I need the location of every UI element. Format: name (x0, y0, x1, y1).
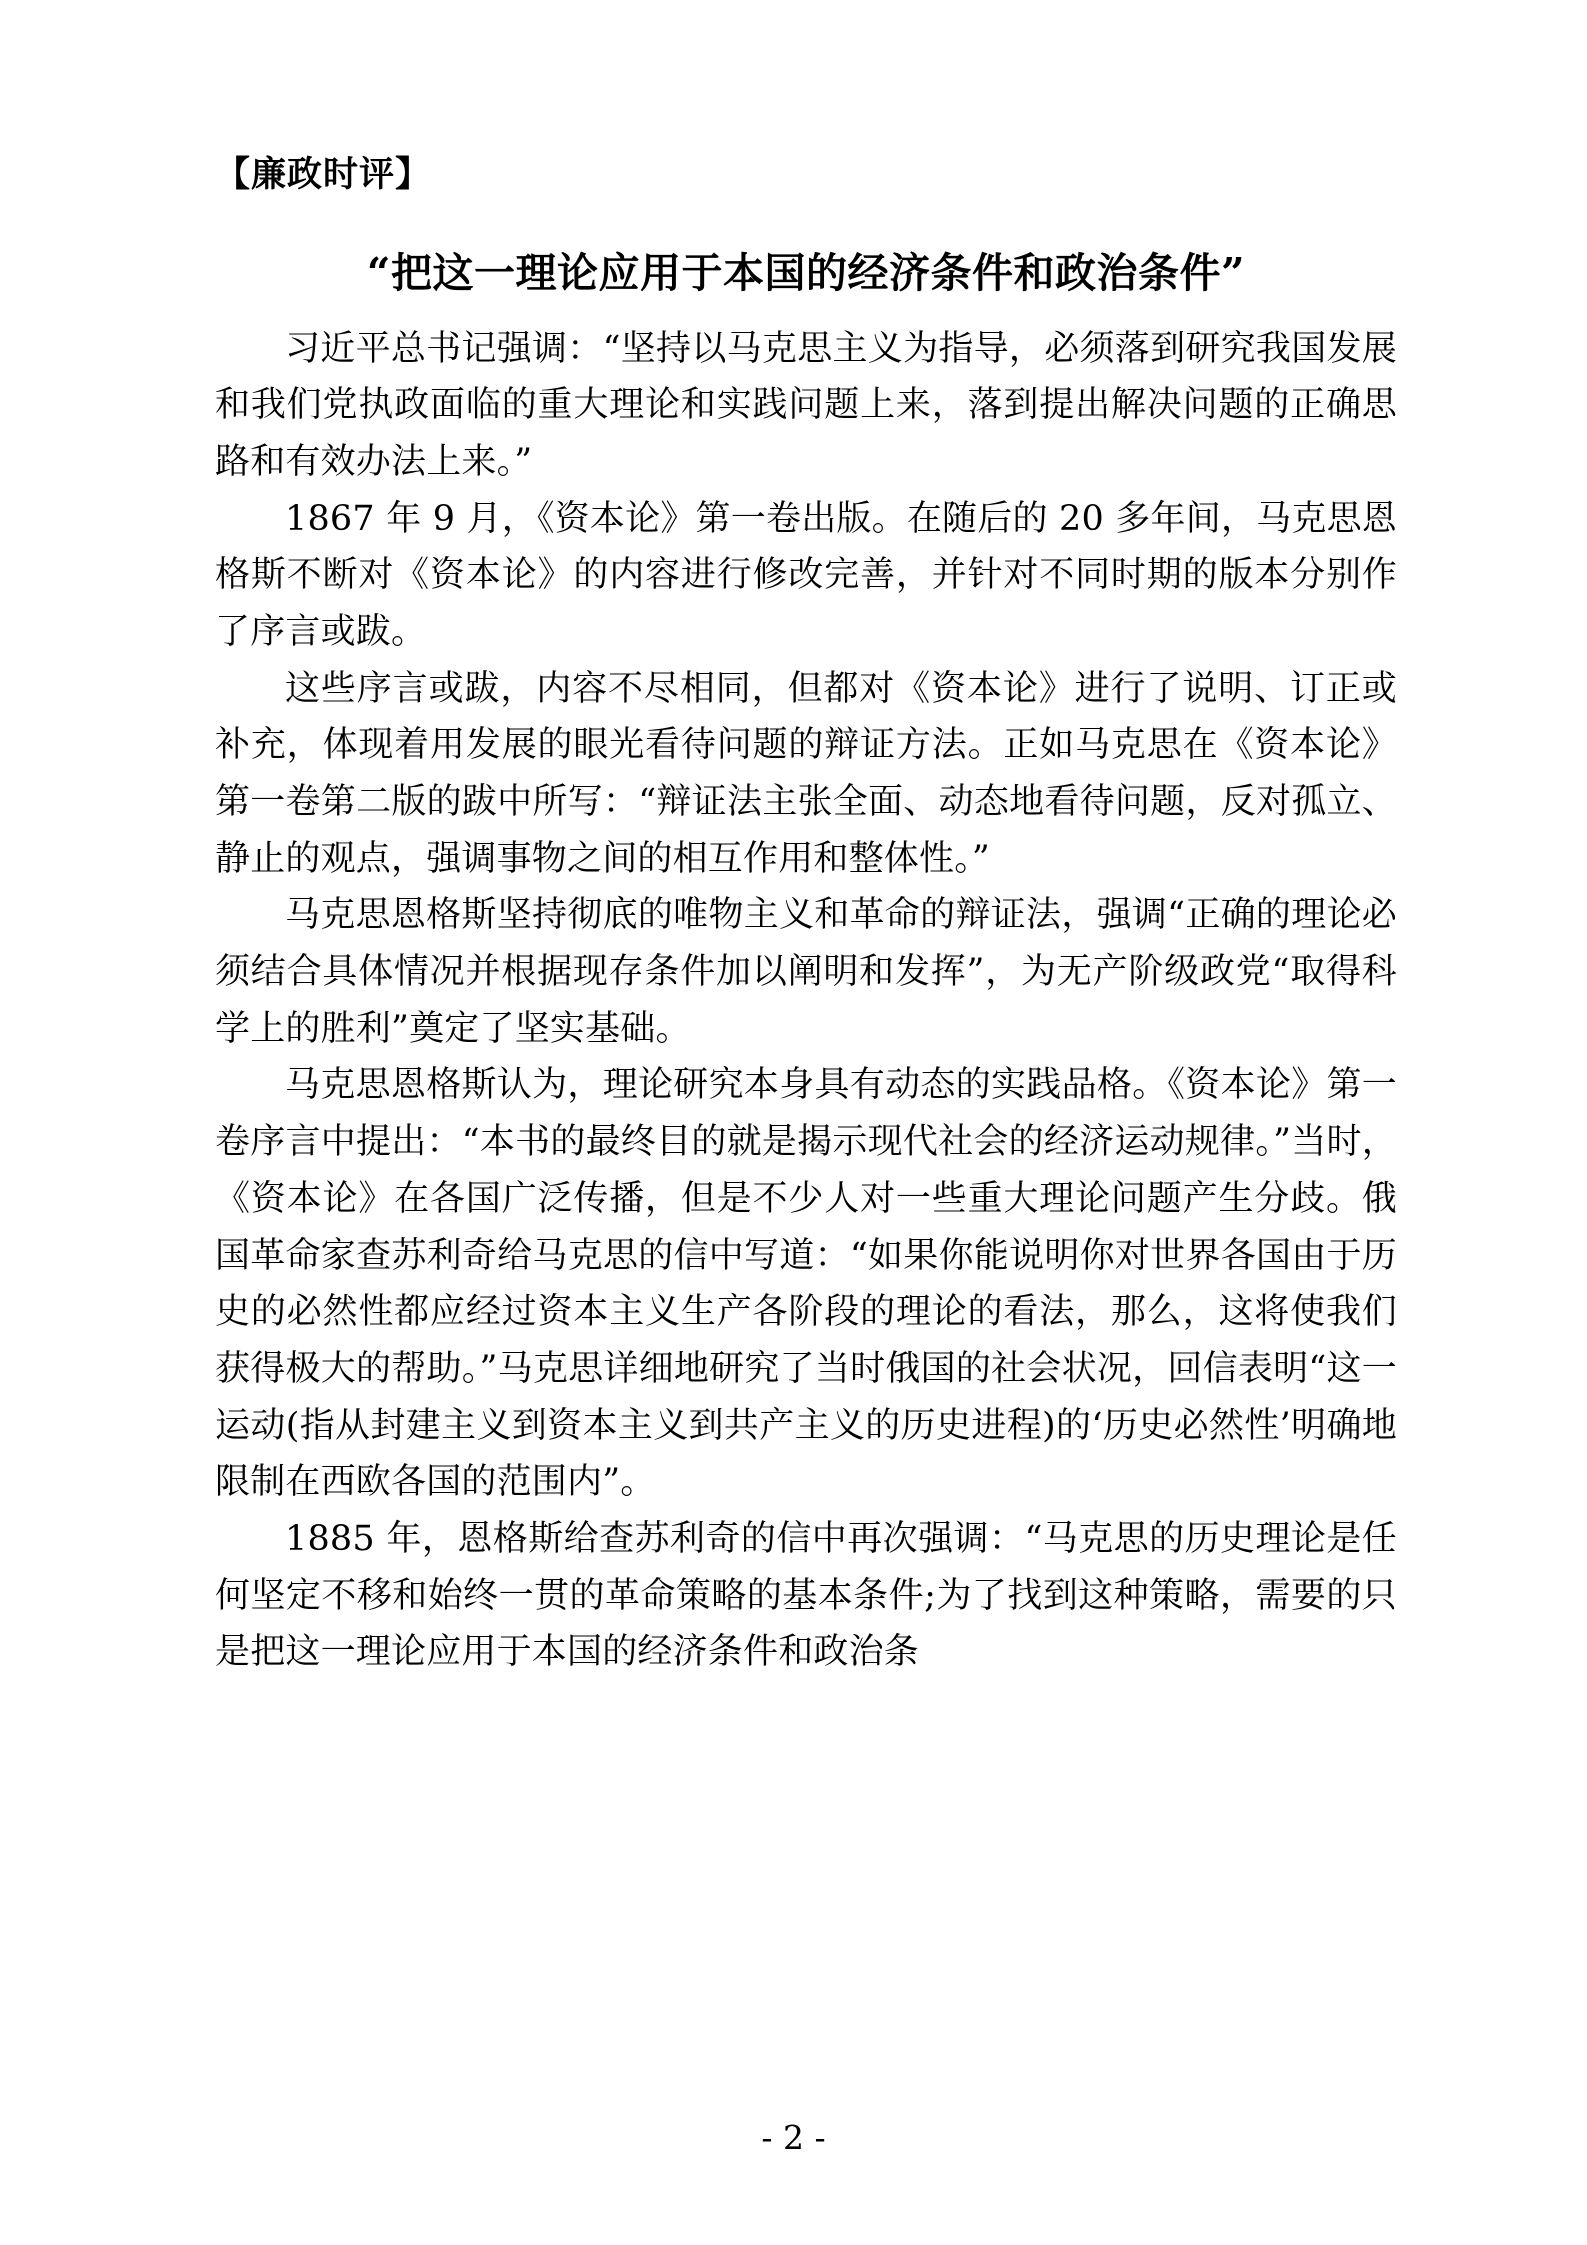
page-number: - 2 - (761, 2118, 826, 2157)
body-paragraph: 习近平总书记强调：“坚持以马克思主义为指导，必须落到研究我国发展和我们党执政面临的重大理论和实践问题上来，落到提出解决问题的正确思路和有效办法上来。” (215, 328, 1397, 482)
body-paragraph: 1885 年，恩格斯给查苏利奇的信中再次强调：“马克思的历史理论是任何坚定不移和始终一贯的革命策略的基本条件;为了找到这种策略，需要的只是把这一理论应用于本国的经济条件和政治条 (215, 1518, 1397, 1673)
page-title: “把这一理论应用于本国的经济条件和政治条件” (366, 249, 1246, 297)
body-paragraph: 1867 年 9 月，《资本论》第一卷出版。在随后的 20 多年间，马克思恩格斯不断对《资本论》的内容进行修改完善，并针对不同时期的版本分别作了序言或跋。 (215, 498, 1397, 652)
body-paragraph: 马克思恩格斯坚持彻底的唯物主义和革命的辩证法，强调“正确的理论必须结合具体情况并根据现存条件加以阐明和发挥”，为无产阶级政党“取得科学上的胜利”奠定了坚实基础。 (215, 895, 1397, 1049)
body-paragraph: 这些序言或跋，内容不尽相同，但都对《资本论》进行了说明、订正或补充，体现着用发展的眼光看待问题的辩证方法。正如马克思在《资本论》第一卷第二版的跋中所写：“辩证法主张全面、动态地看待问题，反对孤立、静止的观点，强调事物之间的相互作用和整体性。” (215, 668, 1397, 879)
section-tag: 【廉政时评】 (215, 154, 432, 195)
body-paragraph: 马克思恩格斯认为，理论研究本身具有动态的实践品格。《资本论》第一卷序言中提出：“本书的最终目的就是揭示现代社会的经济运动规律。”当时，《资本论》在各国广泛传播，但是不少人对一些重大理论问题产生分歧。俄国革命家查苏利奇给马克思的信中写道：“如果你能说明你对世界各国由于历史的必然性都应经过资本主义生产各阶段的理论的看法，那么，这将使我们获得极大的帮助。”马克思详细地研究了当时俄国的社会状况，回信表明“这一运动(指从封建主义到资本主义到共产主义的历史进程)的‘历史必然性’明确地限制在西欧各国的范围内”。 (215, 1065, 1397, 1503)
